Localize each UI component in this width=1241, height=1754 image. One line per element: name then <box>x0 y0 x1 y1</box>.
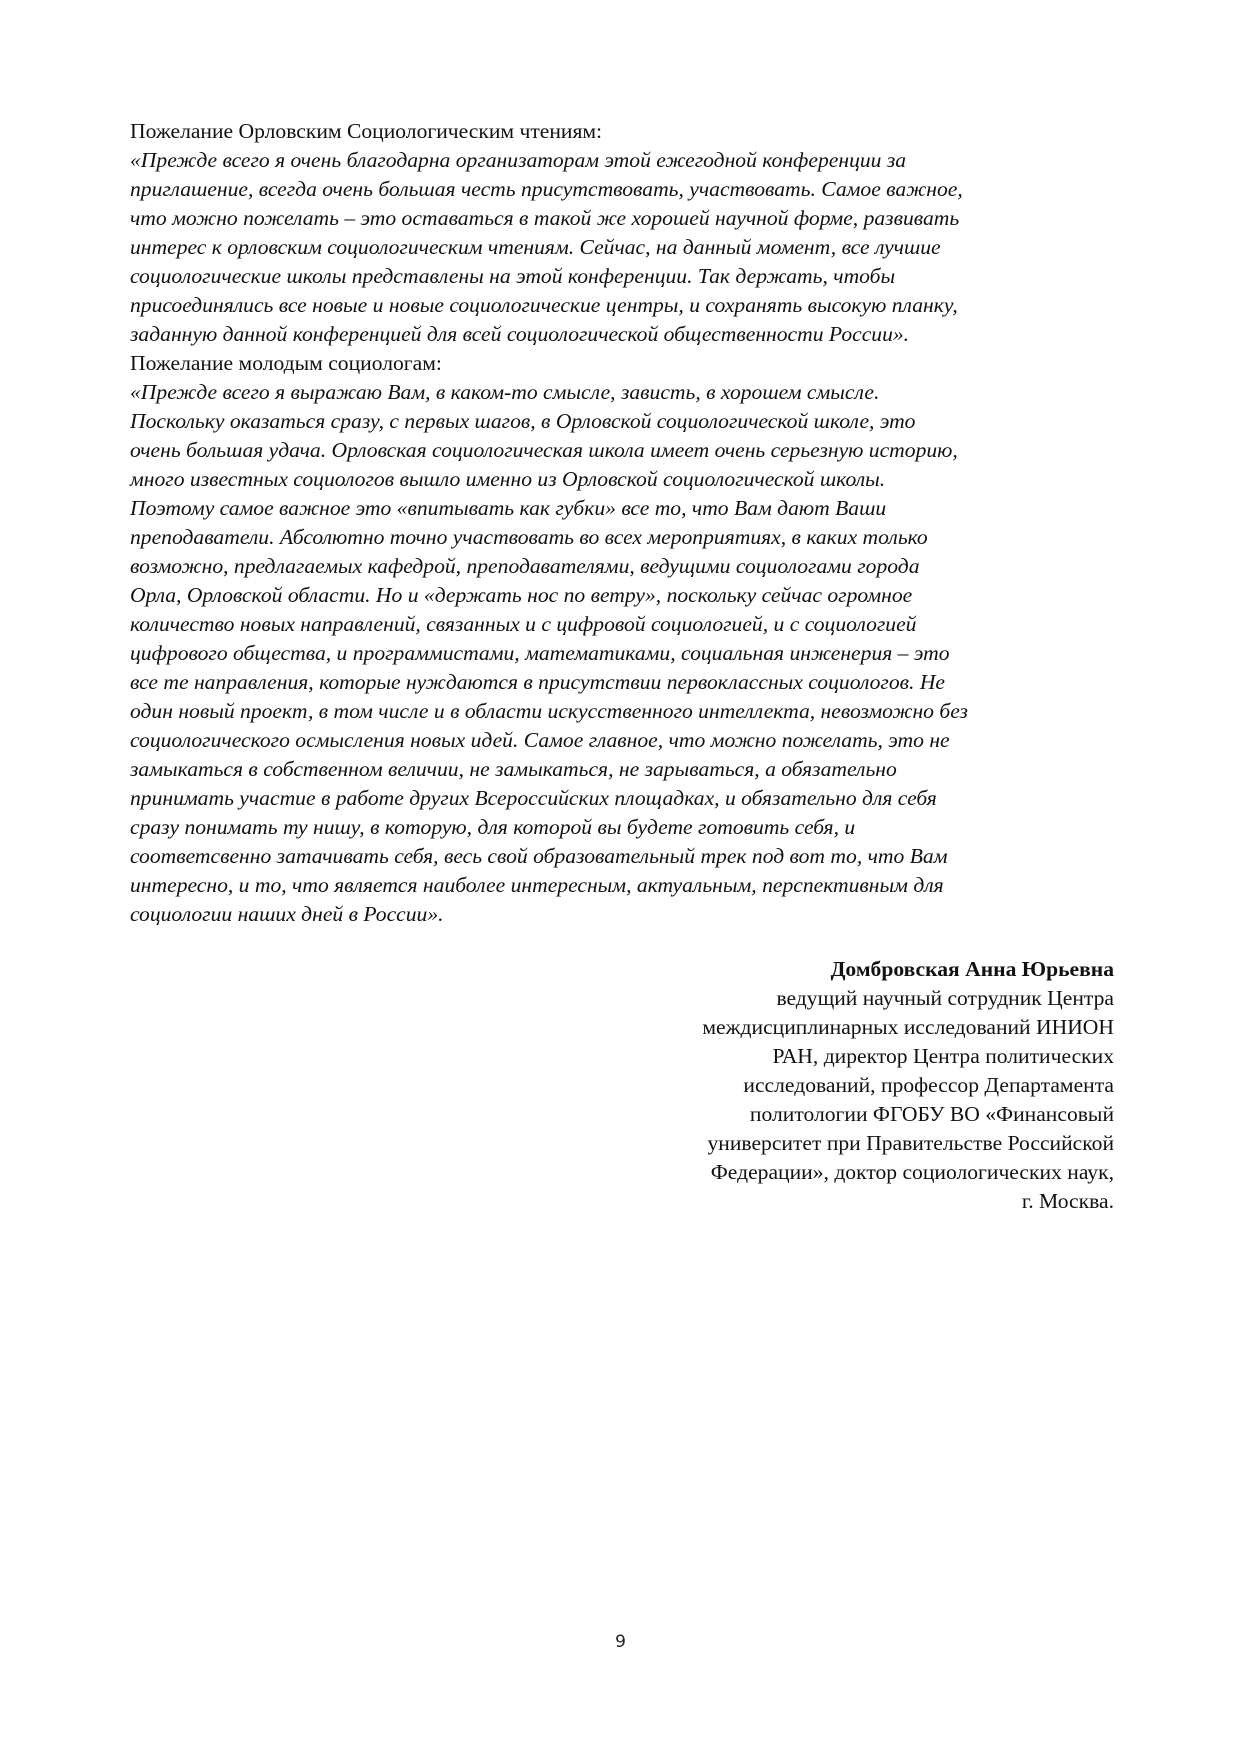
section-heading-conference-wish: Пожелание Орловским Социологическим чтениям: <box>130 119 603 143</box>
quote-line: Поэтому самое важное это «впитывать как губки» все то, что Вам дают Ваши <box>130 496 887 520</box>
page-number: 9 <box>615 1632 626 1652</box>
author-name: Домбровская Анна Юрьевна <box>830 957 1114 981</box>
quote-line: все те направления, которые нуждаются в присутствии первоклассных социологов. Не <box>130 670 946 694</box>
quote-line: возможно, предлагаемых кафедрой, преподавателями, ведущими социологами города <box>130 554 920 578</box>
author-affiliation-line: исследований, профессор Департамента <box>743 1073 1114 1097</box>
quote-line: «Прежде всего я выражаю Вам, в каком-то смысле, зависть, в хорошем смысле. <box>130 380 880 404</box>
quote-young-sociologists <box>130 378 1115 929</box>
quote-line: один новый проект, в том числе и в области искусственного интеллекта, невозможно без <box>130 699 968 723</box>
quote-line: количество новых направлений, связанных и с цифровой социологией, и с социологией <box>130 612 917 636</box>
section-heading-young-sociologists: Пожелание молодым социологам: <box>130 351 442 375</box>
quote-line: Орла, Орловской области. Но и «держать нос по ветру», поскольку сейчас огромное <box>130 583 913 607</box>
quote-line: сразу понимать ту нишу, в которую, для которой вы будете готовить себя, и <box>130 815 856 839</box>
author-affiliation-line: университет при Правительстве Российской <box>707 1131 1114 1155</box>
author-affiliation-line: ведущий научный сотрудник Центра <box>776 986 1114 1010</box>
author-affiliation-line: междисциплинарных исследований ИНИОН <box>702 1015 1114 1039</box>
author-affiliation-line: г. Москва. <box>1021 1189 1114 1213</box>
quote-line: много известных социологов вышло именно из Орловской социологической школы. <box>130 467 886 491</box>
quote-line: преподаватели. Абсолютно точно участвовать во всех мероприятиях, в каких только <box>130 525 928 549</box>
author-affiliation-line: РАН, директор Центра политических <box>772 1044 1114 1068</box>
quote-line: интерес к орловским социологическим чтениям. Сейчас, на данный момент, все лучшие <box>130 235 941 259</box>
quote-line: замыкаться в собственном величии, не замыкаться, не зарываться, а обязательно <box>130 757 897 781</box>
quote-conference-wish <box>130 146 1115 349</box>
quote-line: принимать участие в работе других Всероссийских площадках, и обязательно для себя <box>130 786 937 810</box>
author-affiliation-line: политологии ФГОБУ ВО «Финансовый <box>749 1102 1114 1126</box>
quote-line: «Прежде всего я очень благодарна организаторам этой ежегодной конференции за <box>130 148 907 172</box>
quote-line: заданную данной конференцией для всей социологической общественности России». <box>130 322 910 346</box>
quote-line: социологические школы представлены на этой конференции. Так держать, чтобы <box>130 264 896 288</box>
quote-line: социологии наших дней в России». <box>130 902 444 926</box>
document-body <box>130 117 1115 929</box>
author-affiliation-line: Федерации», доктор социологических наук, <box>710 1160 1114 1184</box>
author-signature-block <box>560 955 1114 1216</box>
quote-line: приглашение, всегда очень большая честь присутствовать, участвовать. Самое важное, <box>130 177 963 201</box>
quote-line: очень большая удача. Орловская социологическая школа имеет очень серьезную историю, <box>130 438 958 462</box>
quote-line: социологического осмысления новых идей. Самое главное, что можно пожелать, это не <box>130 728 950 752</box>
quote-line: интересно, и то, что является наиболее интересным, актуальным, перспективным для <box>130 873 944 897</box>
quote-line: присоединялись все новые и новые социологические центры, и сохранять высокую планку, <box>130 293 958 317</box>
quote-line: цифрового общества, и программистами, математиками, социальная инженерия – это <box>130 641 950 665</box>
quote-line: соответсвенно затачивать себя, весь свой образовательный трек под вот то, что Вам <box>130 844 948 868</box>
quote-line: Поскольку оказаться сразу, с первых шагов, в Орловской социологической школе, это <box>130 409 916 433</box>
quote-line: что можно пожелать – это оставаться в такой же хорошей научной форме, развивать <box>130 206 960 230</box>
